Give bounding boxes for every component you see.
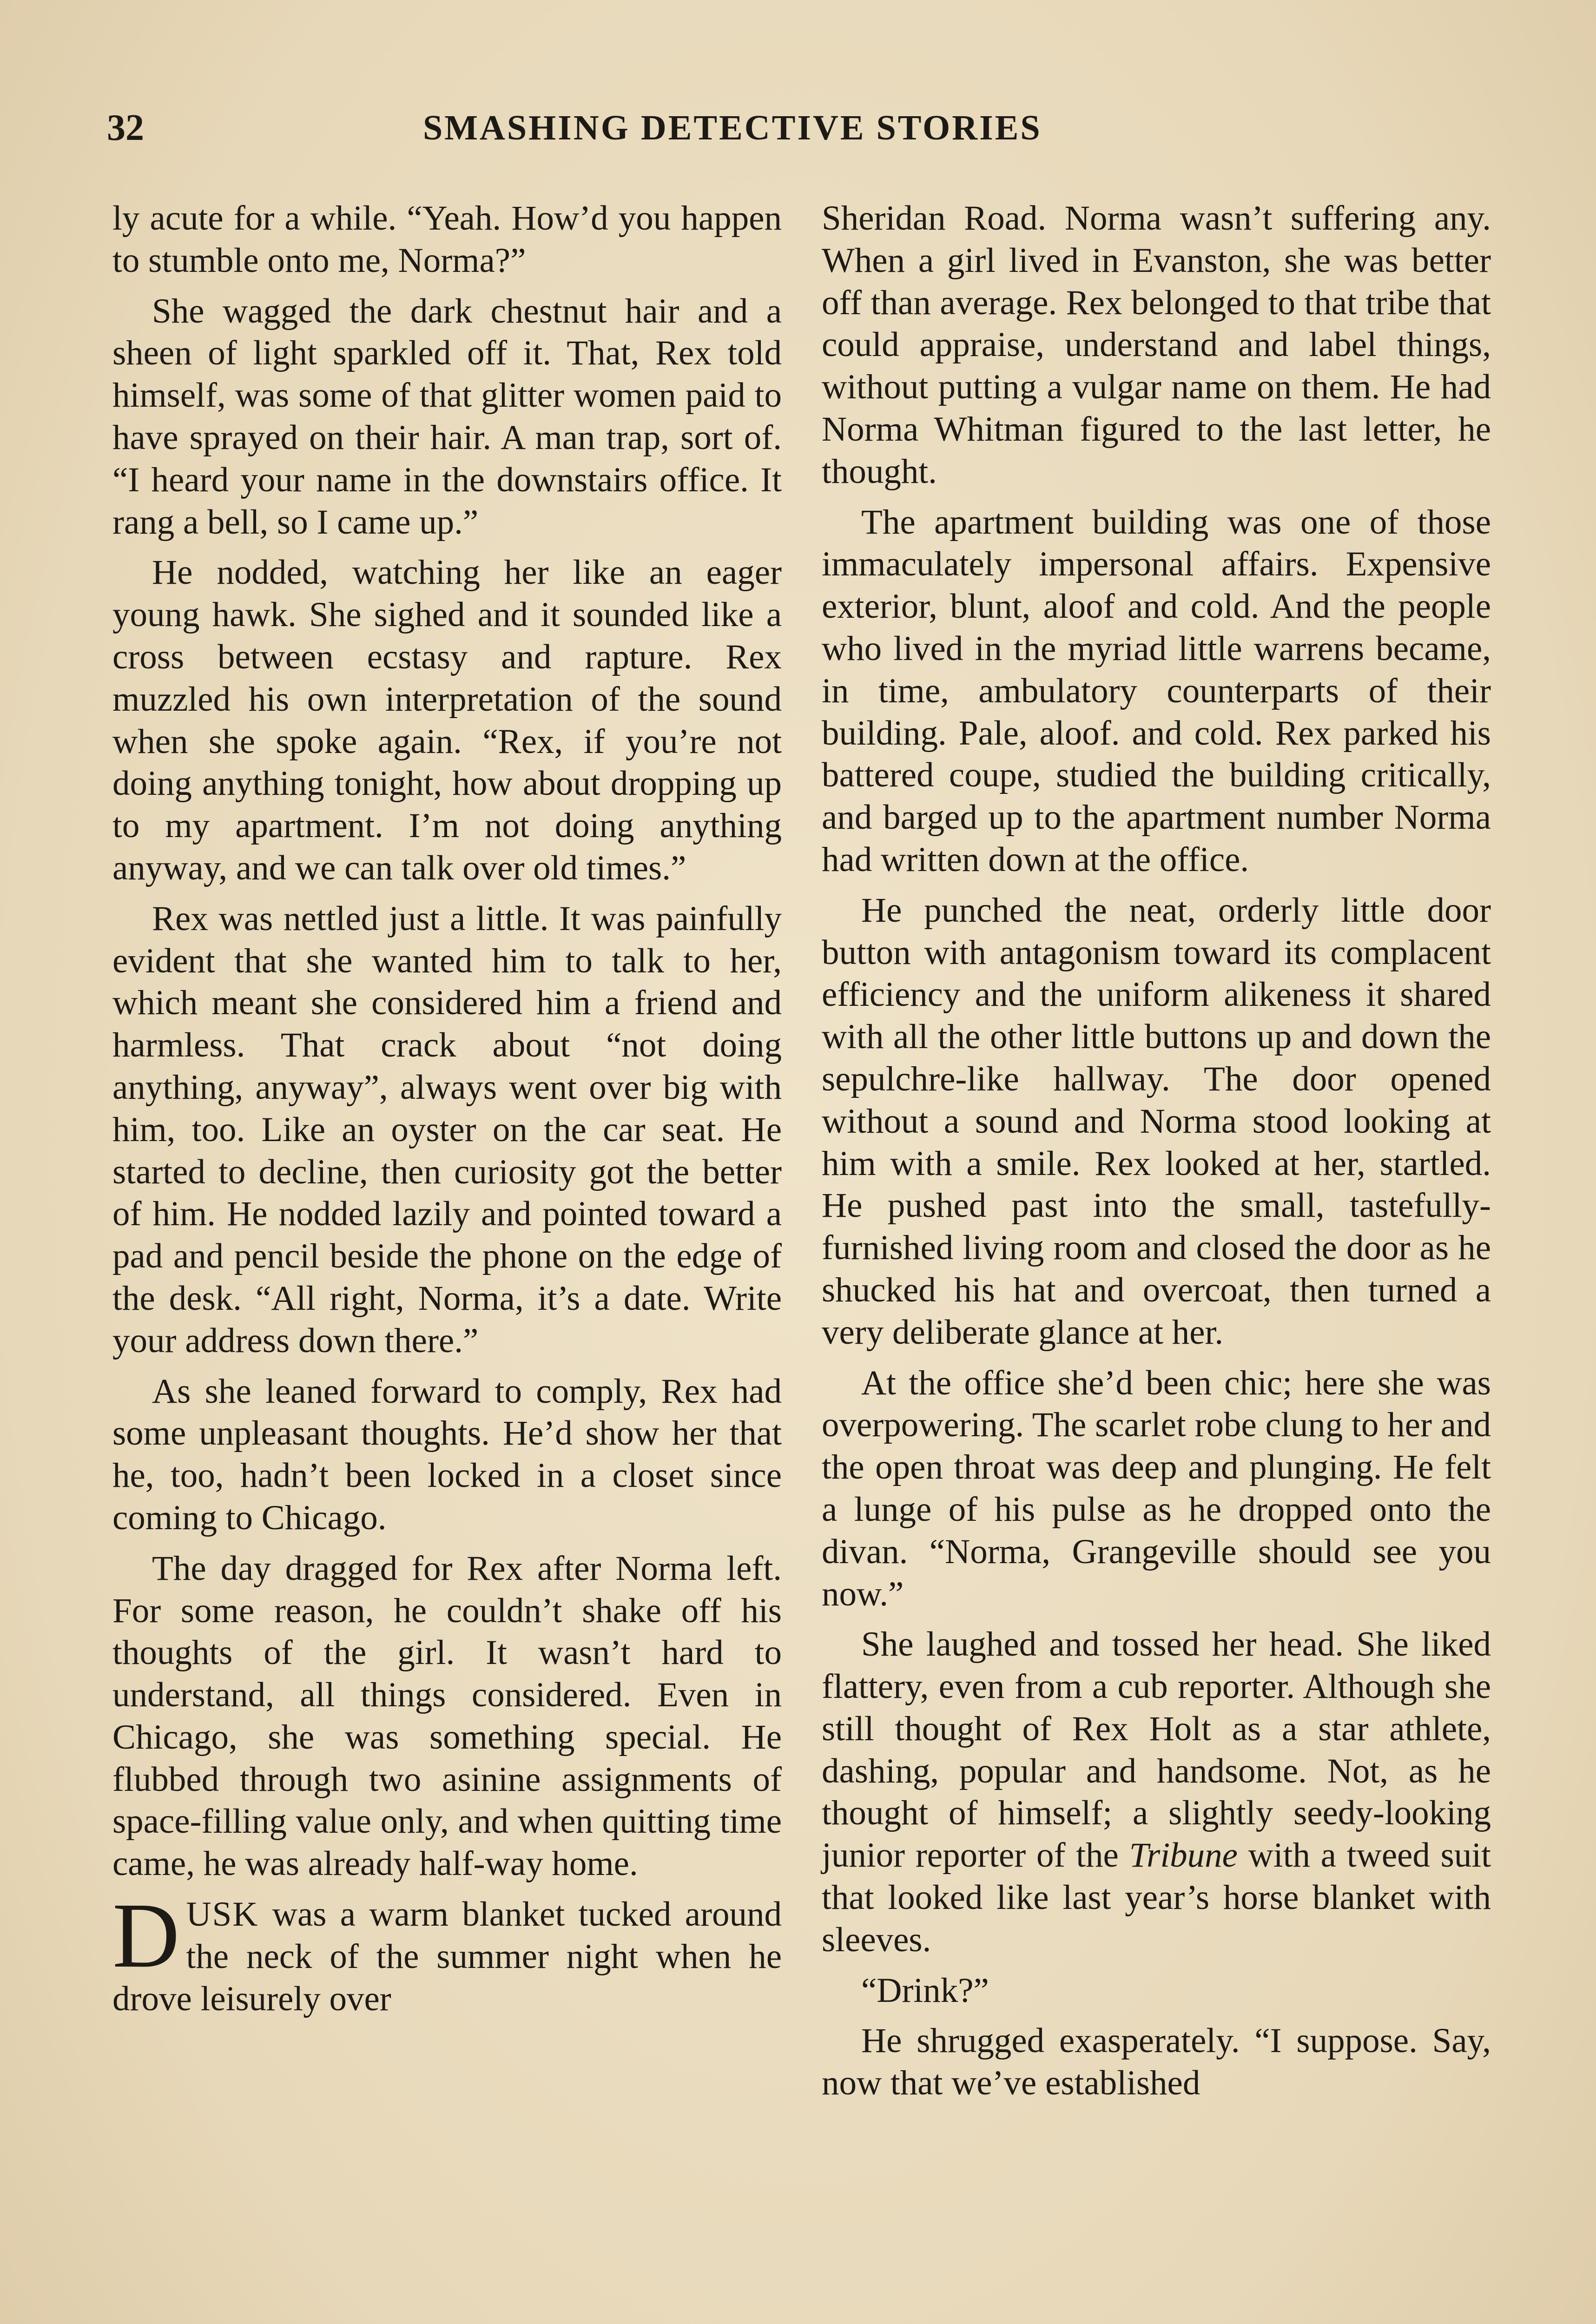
right-column xyxy=(822,198,1491,2113)
paragraph: He punched the neat, orderly little door button with antagonism toward its complacent efficiency and the uniform alikeness it shared with all the other little buttons up and down the sepulchre-like hallway. The door opened without a sound and Norma stood looking at him with a smile. Rex looked at her, startled. He pushed past into the small, tastefully-furnished living room and closed the door as he shucked his hat and overcoat, then turned a very deliberate glance at her. xyxy=(822,891,1491,1352)
paragraph: ly acute for a while. “Yeah. How’d you happen to stumble onto me, Norma?” xyxy=(112,199,782,280)
left-column xyxy=(112,198,782,2028)
paragraph xyxy=(822,1624,1491,1961)
paragraph: At the office she’d been chic; here she was overpowering. The scarlet robe clung to her and the open throat was deep and plunging. He felt a lunge of his pulse as he dropped onto the divan. “Norma, Grangeville should see you now.” xyxy=(822,1363,1491,1613)
paragraph: Rex was nettled just a little. It was painfully evident that she wanted him to talk to her, which meant she considered him a friend and harmless. That crack about “not doing anything, anyway”, always went over big with him, too. Like an oyster on the car seat. He started to decline, then curiosity got the better of him. He nodded lazily and pointed toward a pad and pencil beside the phone on the edge of the desk. “All right, Norma, it’s a date. Write your address down there.” xyxy=(112,899,782,1360)
paragraph: Sheridan Road. Norma wasn’t suffering any. When a girl lived in Evanston, she was better off than average. Rex belonged to that tribe that could appraise, understand and label things, without putting a vulgar name on them. He had Norma Whitman figured to the last letter, he thought. xyxy=(822,199,1491,491)
paragraph: As she leaned forward to comply, Rex had some unpleasant thoughts. He’d show her that he, too, hadn’t been locked in a closet since coming to Chicago. xyxy=(112,1372,782,1537)
paragraph: The day dragged for Rex after Norma left. For some reason, he couldn’t shake off his thoughts of the girl. It wasn’t hard to understand, all things considered. Even in Chicago, she was something special. He flubbed through two asinine assignments of space-filling value only, and when quitting time came, he was already half-way home. xyxy=(112,1549,782,1883)
page-number: 32 xyxy=(107,107,144,148)
paragraph: “Drink?” xyxy=(861,1971,989,2010)
paragraph: She wagged the dark chestnut hair and a sheen of light sparkled off it. That, Rex told himself, was some of that glitter women paid to have sprayed on their hair. A man trap, sort of. “I heard your name in the downstairs office. It rang a bell, so I came up.” xyxy=(112,291,782,541)
drop-cap-text: was a warm blanket tucked around the neck of the summer night when he drove leisurely over xyxy=(112,1895,782,2018)
paragraph-text: She laughed and tossed her head. She liked flattery, even from a cub reporter. Although she still thought of Rex Holt as a star athlete, dashing, popular and handsome. Not, as he thought of himself; a slightly seedy-looking junior reporter of the xyxy=(822,1625,1491,1875)
drop-cap-paragraph xyxy=(112,1884,782,2020)
page-header xyxy=(107,100,1492,156)
paragraph: The apartment building was one of those immaculately impersonal affairs. Expensive exterior, blunt, aloof and cold. And the people who lived in the myriad little warrens became, in time, ambulatory counterparts of their building. Pale, aloof. and cold. Rex parked his battered coupe, studied the building critically, and barged up to the apartment number Norma had written down at the office. xyxy=(822,502,1491,879)
drop-cap-letter: D xyxy=(112,1884,180,1987)
paragraph-text: with a tweed suit that looked like last year’s horse blanket with sleeves. xyxy=(822,1836,1491,1959)
newspaper-name: Tribune xyxy=(1129,1836,1238,1875)
drop-cap-lead: USK xyxy=(186,1895,259,1934)
paragraph: He shrugged exasperately. “I suppose. Say, now that we’ve established xyxy=(822,2021,1491,2103)
running-title: SMASHING DETECTIVE STORIES xyxy=(423,108,1042,147)
paragraph: He nodded, watching her like an eager young hawk. She sighed and it sounded like a cross between ecstasy and rapture. Rex muzzled his own interpretation of the sound when she spoke again. “Rex, if you’re not doing anything tonight, how about dropping up to my apartment. I’m not doing anything anyway, and we can talk over old times.” xyxy=(112,553,782,887)
